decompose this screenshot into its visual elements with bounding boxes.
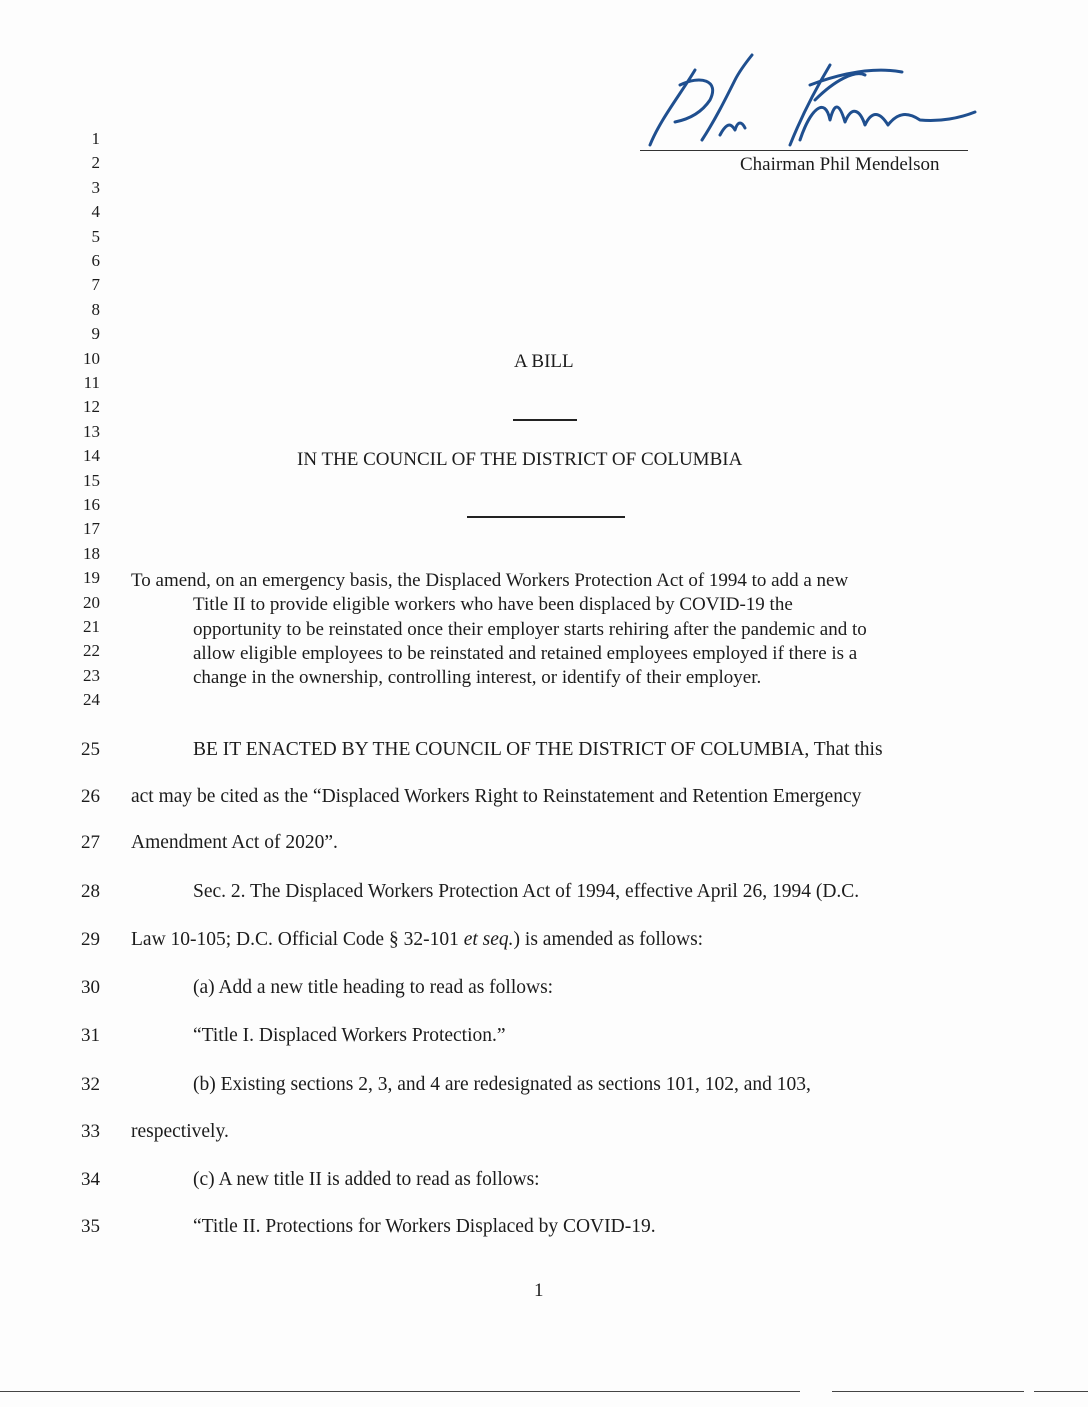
signature-line xyxy=(640,150,968,151)
line-number: 14 xyxy=(83,446,100,466)
body-line: (a) Add a new title heading to read as follows: xyxy=(193,977,554,998)
line-number: 30 xyxy=(81,977,100,998)
citation-text-end: ) is amended as follows: xyxy=(513,929,704,950)
line-number: 24 xyxy=(83,690,100,710)
heading-rule-short xyxy=(513,419,577,421)
line-number: 16 xyxy=(83,495,100,514)
council-heading: IN THE COUNCIL OF THE DISTRICT OF COLUMBIA xyxy=(297,449,743,470)
body-line: “Title II. Protections for Workers Displaced by COVID-19. xyxy=(193,1216,656,1237)
body-line: Sec. 2. The Displaced Workers Protection Act of 1994, effective April 26, 1994 (D.C. xyxy=(193,881,860,902)
body-line: act may be cited as the “Displaced Workers Right to Reinstatement and Retention Emergency xyxy=(131,786,862,807)
citation-italic: et seq. xyxy=(463,929,514,950)
body-line: respectively. xyxy=(131,1121,229,1142)
line-number: 8 xyxy=(91,299,100,319)
line-number: 13 xyxy=(83,421,100,441)
line-number: 5 xyxy=(91,226,100,246)
line-number: 33 xyxy=(81,1121,100,1142)
line-number: 26 xyxy=(81,786,100,807)
line-number: 23 xyxy=(83,665,100,685)
line-number: 28 xyxy=(81,881,100,902)
line-number: 29 xyxy=(81,929,100,950)
long-title-line-2: Title II to provide eligible workers who have been displaced by COVID-19 the xyxy=(193,594,793,615)
line-number: 3 xyxy=(91,177,100,197)
long-title-line-3: opportunity to be reinstated once their employer starts rehiring after the pandemic and to xyxy=(193,619,867,640)
page-number: 1 xyxy=(534,1280,544,1301)
body-line xyxy=(131,930,703,950)
body-line: Amendment Act of 2020”. xyxy=(131,832,338,853)
line-number: 25 xyxy=(81,739,100,760)
body-line: BE IT ENACTED BY THE COUNCIL OF THE DISTRICT OF COLUMBIA, That this xyxy=(193,739,883,760)
footer-rule xyxy=(1034,1391,1088,1392)
line-number: 35 xyxy=(81,1216,100,1237)
footer-rule xyxy=(0,1391,800,1392)
footer-rule xyxy=(832,1391,1024,1392)
line-number: 6 xyxy=(91,251,100,270)
line-number: 2 xyxy=(91,153,100,173)
body-line: (b) Existing sections 2, 3, and 4 are redesignated as sections 101, 102, and 103, xyxy=(193,1074,811,1095)
bill-heading: A BILL xyxy=(514,351,574,372)
line-number: 34 xyxy=(81,1169,100,1190)
body-line: “Title I. Displaced Workers Protection.” xyxy=(193,1025,506,1046)
line-number: 22 xyxy=(83,641,100,661)
line-number: 20 xyxy=(83,592,100,612)
line-number: 7 xyxy=(91,275,100,295)
line-number: 27 xyxy=(81,832,100,853)
line-number: 18 xyxy=(83,543,100,563)
line-number: 15 xyxy=(83,470,100,490)
line-number: 11 xyxy=(83,373,100,392)
line-number: 21 xyxy=(83,617,100,636)
line-number: 31 xyxy=(81,1025,100,1046)
line-number: 10 xyxy=(83,348,100,368)
citation-text: Law 10-105; D.C. Official Code § 32-101 xyxy=(131,929,464,950)
signature-image xyxy=(640,50,980,160)
line-number: 17 xyxy=(83,519,100,539)
heading-rule-long xyxy=(467,516,625,518)
long-title-line-5: change in the ownership, controlling interest, or identify of their employer. xyxy=(193,667,762,688)
line-number: 12 xyxy=(83,397,100,417)
line-number: 9 xyxy=(91,324,100,344)
long-title-line-4: allow eligible employees to be reinstated and retained employees employed if there is a xyxy=(193,643,858,664)
signatory-name: Chairman Phil Mendelson xyxy=(740,154,940,175)
line-number: 19 xyxy=(83,568,100,588)
line-number: 1 xyxy=(91,129,100,148)
line-number: 32 xyxy=(81,1074,100,1095)
body-line: (c) A new title II is added to read as follows: xyxy=(193,1169,540,1190)
long-title-line-1: To amend, on an emergency basis, the Displaced Workers Protection Act of 1994 to add a new xyxy=(131,570,849,591)
line-number: 4 xyxy=(91,202,100,222)
